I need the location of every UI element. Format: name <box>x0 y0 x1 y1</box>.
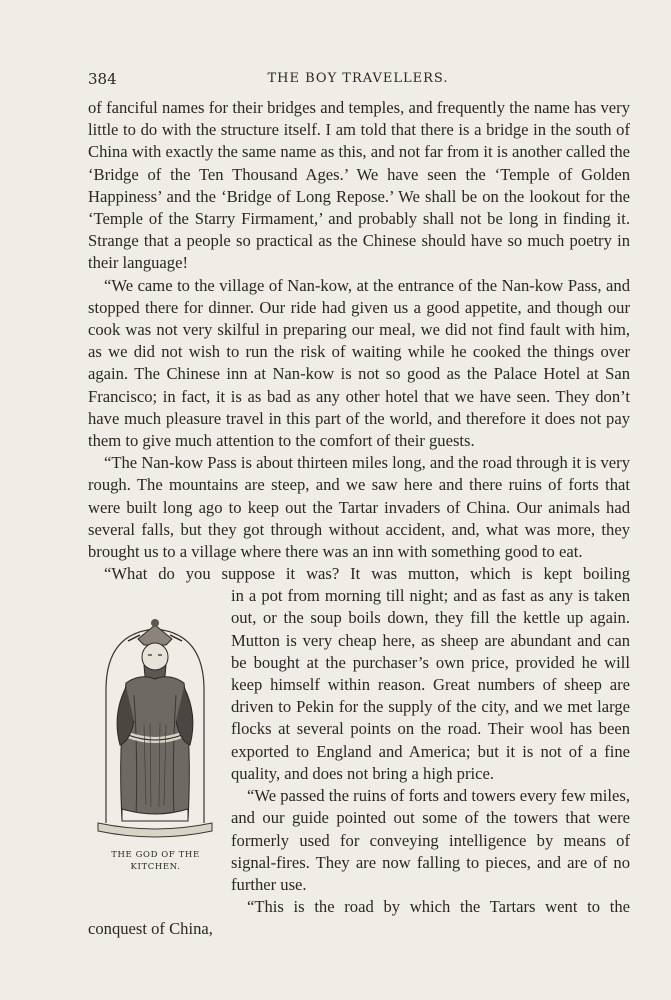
body-text <box>88 97 630 941</box>
paragraph-2: “We came to the village of Nan-kow, at the entrance of the Nan-kow Pass, and stopped there for dinner. Our ride had given us a good appetite, and though our cook was not very skilful in preparing our meal, we did not find fault with him, as we did not wish to run the risk of waiting while he cooked the things over again. The Chinese inn at Nan-kow is not so good as the Palace Hotel at San Francisco; in fact, it is as bad as any other hotel that we have seen. They don’t have much pleasure travel in this part of the world, and therefore it does not pay them to give much attention to the comfort of their guests. <box>88 275 630 451</box>
paragraph-6: “This is the road by which the Tartars went to the conquest of China, <box>88 897 630 939</box>
figure-caption <box>88 849 223 873</box>
kitchen-god-figure <box>88 587 223 903</box>
paragraph-5: “We passed the ruins of forts and towers every few miles, and our guide pointed out some of the towers that were formerly used for conveying intelligence by means of signal-fires. They are now falling to pieces, and are of no further use. <box>231 786 630 894</box>
caption-line-1: THE GOD OF THE <box>111 850 200 861</box>
page-header <box>88 70 628 92</box>
paragraph-4-text: in a pot from morning till night; and as fast as any is taken out, or the soup boils down, they fill the kettle up again. Mutton is very cheap here, as sheep are abundant and can be bought at the purchaser’s own price, provided he will keep himself within reason. Great numbers of sheep are driven to Pekin for the supply of the city, and we met large flocks at several points on the road. Their wool has been exported to England and America; but it is not of a fine quality, and does not bring a high price. <box>231 586 630 783</box>
running-title: THE BOY TRAVELLERS. <box>267 71 449 86</box>
kitchen-god-icon <box>88 595 223 845</box>
paragraph-4-first-line: “What do you suppose it was? It was mutton, which is kept boiling <box>104 564 630 584</box>
paragraph-1: of fanciful names for their bridges and temples, and frequently the name has very little to do with the structure itself. I am told that there is a bridge in the south of China with exactly the same name as this, and not far from it is another called the ‘Bridge of the Ten Thousand Ages.’ We have seen the ‘Temple of Golden Happiness’ and the ‘Bridge of Long Repose.’ We shall be on the lookout for the ‘Temple of the Starry Firmament,’ and probably shall not be long in finding it. Strange that a people so practical as the Chinese should have so much poetry in their language! <box>88 98 630 273</box>
paragraph-3: “The Nan-kow Pass is about thirteen miles long, and the road through it is very rough. The mountains are steep, and we saw here and there ruins of forts that were built long ago to keep out the Tartar invaders of China. Our animals had several falls, but they got through without accident, and, what was more, they brought us to a village where there was an inn with something good to eat. <box>88 453 630 562</box>
caption-line-2: KITCHEN. <box>130 862 181 873</box>
paragraph-4 <box>88 563 630 585</box>
page-number: 384 <box>88 70 117 88</box>
